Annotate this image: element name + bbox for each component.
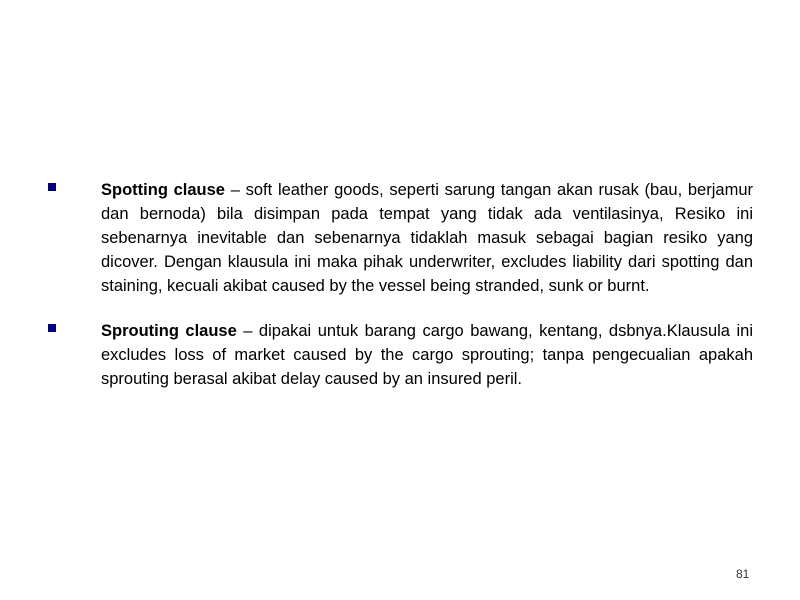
slide-content — [48, 178, 753, 412]
bullet-item-spotting-clause — [48, 178, 753, 298]
bullet-term: Sprouting clause — [101, 322, 237, 340]
bullet-paragraph — [101, 319, 753, 391]
bullet-paragraph — [101, 178, 753, 298]
square-bullet-icon — [48, 183, 56, 191]
bullet-item-sprouting-clause — [48, 319, 753, 391]
bullet-term: Spotting clause — [101, 181, 225, 199]
slide-number: 81 — [736, 567, 750, 581]
bullet-description: – dipakai untuk barang cargo bawang, kentang, dsbnya.Klausula ini excludes loss of market caused by the cargo sprouting; tanpa pengecualian apakah sprouting berasal akibat delay caused by an insured peril. — [101, 322, 753, 388]
bullet-description: – soft leather goods, seperti sarung tangan akan rusak (bau, berjamur dan bernoda) bila disimpan pada tempat yang tidak ada ventilasinya, Resiko ini sebenarnya inevitable dan sebenarnya tidaklah masuk sebagai bagian resiko yang dicover. Dengan klausula ini maka pihak underwriter, excludes liability dari spotting dan staining, kecuali akibat caused by the vessel being stranded, sunk or burnt. — [101, 181, 753, 295]
square-bullet-icon — [48, 324, 56, 332]
